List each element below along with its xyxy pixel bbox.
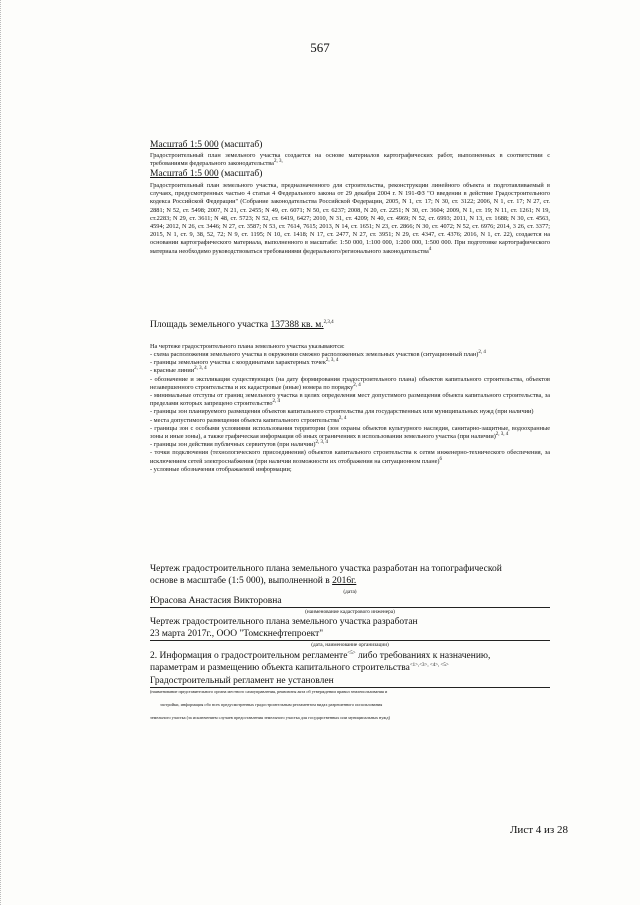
drawing-list-item <box>150 417 550 425</box>
topo-line-2 <box>150 576 550 587</box>
developed-value: 23 марта 2017г., ООО "Томскнефтепроект" <box>150 629 550 641</box>
scale-2-line <box>150 169 550 180</box>
section-2-line-1 <box>150 651 550 662</box>
drawing-list-item-text: - места допустимого размещения объекта капитального строительства <box>150 416 339 424</box>
area-value: 137388 кв. м. <box>270 320 324 330</box>
area-label: Площадь земельного участка <box>150 320 271 330</box>
topo-caption: (дата) <box>343 589 357 595</box>
area-sup: 2,3,4 <box>323 319 334 325</box>
drawing-list-item-sup: 2, 4 <box>478 349 486 355</box>
scale-1-text-block <box>150 152 550 168</box>
scale-1-value: Масштаб 1:5 000 <box>150 140 219 150</box>
drawing-list-item-sup: 2, 4 <box>353 382 361 388</box>
page-number: 567 <box>310 40 330 55</box>
topo-prefix: основе в масштабе (1:5 000), выполненной в <box>150 576 333 586</box>
section-2-value: Градостроительный регламент не установлен <box>150 676 550 688</box>
section-2-note-3: земельного участка (за исключением случаев предоставления земельного участка для государственных или муниципальных нужд) <box>150 715 391 720</box>
developed-caption: (дата, наименование организации) <box>311 642 389 648</box>
left-edge-marks <box>0 0 6 905</box>
scale-2-suffix: (масштаб) <box>218 169 263 179</box>
area-line <box>150 320 550 331</box>
section-2-sup-2: <1>,<3>, <4>, <5> <box>409 662 449 668</box>
drawing-list-item <box>150 367 550 375</box>
section-2-subtitle: параметрам и размещению объекта капитального строительства <box>150 663 410 673</box>
drawing-list-item <box>150 392 550 408</box>
scale-1-line <box>150 140 550 151</box>
scale-2-text: Градостроительный план земельного участка, предназначенного для строительства, реконструкции линейного объекта и подготавливаемый в случаях, предусмотренных частью 4 статьи 4 Федерального закона от 29 декабря 2004 г. N 191-ФЗ "О введении в действие Градостроительного кодекса Российской Федерации" (Собрание законодательства Российской Федерации, 2005, N 1, ст. 17; N 30, ст. 3122; 2006, N 1, ст. 17; N 27, ст. 2881; N 52, ст. 5498; 2007, N 21, ст. 2455; N 49, ст. 6071; N 50, ст. 6237; 2008, N 20, ст. 2251; N 30, ст. 3604; 2009, N 1, ст. 19; N 11, ст. 1261; N 19, ст.2283; N 29, ст. 3611; N 48, ст. 5723; N 52, ст. 6419, 6427; 2010, N 31, ст. 4209; N 40, ст. 4969; N 52, ст. 6993; 2011, N 13, ст. 1688; N 30, ст. 4563, 4594; 2012, N 26, ст. 3446; N 27, ст. 3587; N 53, ст. 7614, 7615; 2013, N 14, ст. 1651; N 23, ст. 2866; N 30, ст. 4072; N 52, ст. 6976; 2014, 3 26, ст. 3377; 2015, N 1, ст. 9, 38, 52, 72; N 9, ст. 1195; N 10, ст. 1418; N 17, ст. 2477, N 27, ст. 3951; N 29, ст. 4347, ст. 4376; 2016, N 1, ст. 22), создается на основании картографического материала, выполненного в масштабе: 1:50 000, 1:100 000, 1:200 000, 1:500 000. При подготовке картографического материала необходимо руководствоваться требованиями федерального/регионального законодательства <box>150 182 550 255</box>
scale-2-text-block <box>150 182 550 256</box>
developed-line-1: Чертеж градостроительного плана земельного участка разработан <box>150 617 418 627</box>
section-2-title-b: либо требованиях к назначению, <box>355 651 491 661</box>
drawing-list-item-text: - границы зон действия публичных сервитутов (при наличии) <box>150 441 316 449</box>
drawing-list-item <box>150 449 550 465</box>
scale-2-sup: 4 <box>428 246 432 252</box>
drawing-list-item <box>150 466 550 474</box>
drawing-list-item <box>150 376 550 392</box>
drawing-list-item-sup: 2, 3, 4 <box>315 440 329 446</box>
scale-2-value: Масштаб 1:5 000 <box>150 169 219 179</box>
section-2-note-1: (наименование представительного органа местного самоуправления, реквизиты акта об утверждении правил землепользования и <box>150 689 388 694</box>
drawing-list-item-sup: 2, 4 <box>338 415 347 421</box>
scale-1-text: Градостроительный план земельного участка создается на основе материалов картографических работ, выполненных в соответствии с требованиями федерального законодательства <box>150 152 550 168</box>
drawing-list-item <box>150 351 550 359</box>
drawing-intro: На чертеже градостроительного плана земельного участка указываются: <box>150 343 345 350</box>
drawing-list-item-text: - обозначение и экспликация существующих (на дату формирования градостроительного плана) объектов капитального строительства, объектов незавершенного строительства и их кадастровые (иные) номера по порядку <box>150 375 550 391</box>
drawing-list-item <box>150 441 550 449</box>
topo-line-1: Чертеж градостроительного плана земельного участка разработан на топографической <box>150 564 502 574</box>
section-2-note-2: застройки, информация обо всех предусмотренных градостроительным регламентом видах разрешенного использования <box>160 702 383 707</box>
drawing-list-item-text: - условные обозначения отображаемой информации; <box>150 465 292 473</box>
drawing-list-item-text: - точки подключения (технологического присоединения) объектов капитального строительства к сетям инженерно-технического обеспечения, за исключением сетей электроснабжения (при наличии возможности их отображения на ситуационном плане) <box>150 449 550 465</box>
sheet-number: Лист 4 из 28 <box>509 824 568 836</box>
engineer-caption: (наименование кадастрового инженера) <box>305 609 395 615</box>
drawing-list-item <box>150 425 550 441</box>
drawing-list-item-text: - схема расположения земельного участка в окружении смежно расположенных земельных участков (ситуационный план) <box>150 351 479 358</box>
drawing-list <box>150 351 550 474</box>
drawing-list-item-sup: 2, 3, 4 <box>325 358 339 364</box>
drawing-list-item <box>150 359 550 367</box>
drawing-list-item-sup: 2, 3, 4 <box>495 431 509 437</box>
drawing-list-item <box>150 408 550 416</box>
scale-1-sup: 2, 3, <box>273 159 283 165</box>
drawing-list-item-text: - минимальные отступы от границ земельного участка в целях определения мест допустимого размещения объекта капитального строительства, за пределами которых запрещено строительство <box>150 392 550 408</box>
drawing-list-item-text: - границы земельного участка с координатами характерных точек <box>150 359 326 367</box>
drawing-list-item-text: - границы зон планируемого размещения объектов капитального строительства для государственных или муниципальных нужд (при наличии) <box>150 408 534 416</box>
section-2-sup-1: <5> <box>347 650 356 656</box>
drawing-list-item-text: - красные линии <box>150 367 195 375</box>
topo-year: 2016г. <box>332 576 357 586</box>
drawing-list-item-sup: 6 <box>439 456 442 462</box>
engineer-name: Юрасова Анастасия Викторовна <box>150 596 550 608</box>
drawing-list-item-sup: 2, 3, 4 <box>194 366 207 372</box>
section-2-line-2 <box>150 663 550 674</box>
drawing-list-item-sup: 2, 4 <box>272 399 281 405</box>
section-2-title: 2. Информация о градостроительном регламенте <box>150 651 348 661</box>
scale-1-suffix: (масштаб) <box>218 140 263 150</box>
drawing-list-item-text: - границы зон с особыми условиями использования территории (зон охраны объектов культурного наследия, санитарно-защитные, водоохранные зоны и иные зоны), а также графическая информация об иных ограничениях в использовании земельного участка (при наличии) <box>150 424 550 441</box>
